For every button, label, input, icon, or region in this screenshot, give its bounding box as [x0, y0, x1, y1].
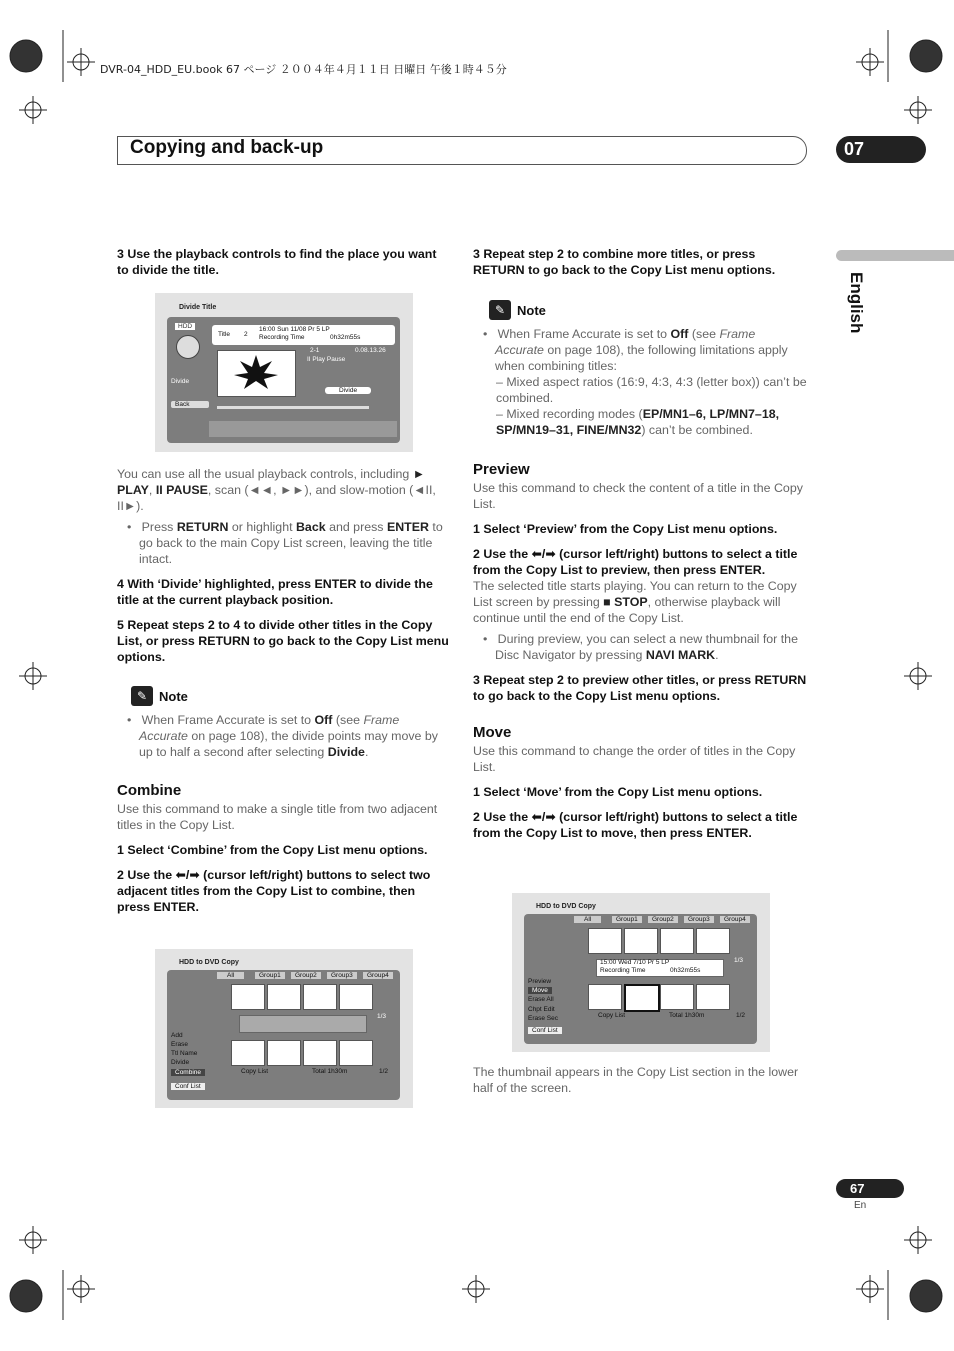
back-button[interactable]: Back	[171, 401, 209, 408]
leaf-icon	[218, 351, 295, 396]
note-pencil-icon: ✎	[131, 686, 153, 706]
menu-preview[interactable]: Preview	[528, 978, 552, 985]
page-title: Copying and back-up	[130, 137, 324, 158]
note-combine-limitations: • When Frame Accurate is set to Off (see Frame Accurate on page 108), the following limitations apply when combining titles:	[483, 327, 788, 373]
tab-group1[interactable]: Group1	[255, 972, 285, 979]
menu-add[interactable]: Add	[171, 1032, 183, 1039]
menu-erase-all[interactable]: Erase All	[528, 996, 554, 1003]
return-bullet: • Press RETURN or highlight Back and press ENTER to go back to the main Copy List screen, leaving the title intact.	[127, 520, 443, 566]
progress-track	[217, 406, 369, 409]
recording-time-label: Recording Time	[600, 967, 646, 974]
dvd-thumb-2	[624, 984, 660, 1012]
tab-group2[interactable]: Group2	[291, 972, 321, 979]
chapter-position: 2-1	[310, 347, 320, 354]
move-description: Use this command to change the order of titles in the Copy List.	[473, 744, 796, 774]
dvd-thumb-3	[303, 1040, 337, 1066]
hdd-page-indicator: 1/3	[377, 1013, 387, 1020]
tab-group4[interactable]: Group4	[720, 916, 750, 923]
dvd-thumb-4	[696, 984, 730, 1010]
menu-combine[interactable]: Combine	[171, 1069, 205, 1076]
hdd-thumb-4	[339, 984, 373, 1010]
play-state: II Play Pause	[307, 356, 346, 363]
dvd-thumb-1	[231, 1040, 265, 1066]
page-number: 67	[836, 1179, 904, 1198]
playback-controls-text: You can use all the usual playback controls, including ► PLAY, II PAUSE, scan (◄◄, ►►), and slow-motion (◄II, II►).	[117, 467, 436, 513]
note-recording-modes: – Mixed recording modes (EP/MN1–6, LP/MN7–18, SP/MN19–31, FINE/MN32) can’t be combined.	[496, 407, 780, 437]
divide-title-screen	[155, 293, 413, 452]
copy-list-total: Total 1h30m	[312, 1068, 348, 1075]
move-step-1: 1 Select ‘Move’ from the Copy List menu options.	[473, 785, 763, 799]
preview-step-2: 2 Use the ⬅/➡ (cursor left/right) buttons to select a title from the Copy List to preview, then press ENTER.	[473, 547, 798, 577]
tab-group4[interactable]: Group4	[363, 972, 393, 979]
dvd-page-indicator: 1/2	[736, 1012, 746, 1019]
tab-group3[interactable]: Group3	[684, 916, 714, 923]
copy-list-total: Total 1h30m	[669, 1012, 705, 1019]
dvd-page-indicator: 1/2	[379, 1068, 389, 1075]
screen-title: HDD to DVD Copy	[179, 959, 239, 966]
screen-title: Divide Title	[179, 304, 217, 311]
menu-divide[interactable]: Divide	[171, 1059, 190, 1066]
move-step-2: 2 Use the ⬅/➡ (cursor left/right) buttons to select a title from the Copy List to move, then press ENTER.	[473, 810, 798, 840]
page-language: En	[854, 1200, 867, 1211]
hdd-thumb-2	[267, 984, 301, 1010]
move-copy-screen	[512, 893, 770, 1052]
chapter-number: 07	[836, 136, 926, 163]
divide-menu-label: Divide	[171, 378, 190, 385]
menu-erase-section[interactable]: Erase Sec	[528, 1015, 558, 1022]
tab-all[interactable]: All	[217, 972, 244, 979]
tab-group1[interactable]: Group1	[612, 916, 642, 923]
preview-playback-text: The selected title starts playing. You can return to the Copy List screen by pressing ■ STOP, otherwise playback will continue until the end of the Copy List.	[473, 579, 797, 625]
combine-description: Use this command to make a single title from two adjacent titles in the Copy List.	[117, 802, 438, 832]
conf-list-button[interactable]: Conf List	[528, 1027, 562, 1034]
title-number: 2	[244, 331, 248, 338]
leaf-thumbnail	[217, 350, 296, 397]
recording-time-value: 0h32m55s	[330, 334, 361, 341]
language-tab	[836, 250, 954, 261]
recording-time-label: Recording Time	[259, 334, 305, 341]
combine-step-1: 1 Select ‘Combine’ from the Copy List menu options.	[117, 843, 428, 857]
divide-button[interactable]: Divide	[325, 387, 371, 394]
book-filename-line: DVR-04_HDD_EU.book 67 ページ ２００４年４月１１日 日曜日 午後１時４５分	[100, 63, 507, 76]
hdd-thumb-1	[231, 984, 265, 1010]
copy-list-label: Copy List	[598, 1012, 626, 1019]
hdd-thumb-2	[624, 928, 658, 954]
note-aspect-ratio: – Mixed aspect ratios (16:9, 4:3, 4:3 (letter box)) can’t be combined.	[496, 375, 807, 405]
preview-description: Use this command to check the content of a title in the Copy List.	[473, 481, 803, 511]
move-heading: Move	[473, 724, 512, 741]
language-label: English	[847, 272, 866, 334]
title-label: Title	[218, 331, 231, 338]
timecode: 0.08.13.26	[355, 347, 386, 354]
dvd-thumb-4	[339, 1040, 373, 1066]
combine-step-2: 2 Use the ⬅/➡ (cursor left/right) buttons to select two adjacent titles from the Copy List to combine, then press ENTER.	[117, 868, 431, 914]
tab-all[interactable]: All	[574, 916, 601, 923]
dvd-thumb-2	[267, 1040, 301, 1066]
step-3-divide: 3 Use the playback controls to find the place you want to divide the title.	[117, 247, 437, 277]
dvd-thumb-3	[660, 984, 694, 1010]
screen-title: HDD to DVD Copy	[536, 903, 596, 910]
hdd-thumb-3	[660, 928, 694, 954]
step-4-divide: 4 With ‘Divide’ highlighted, press ENTER to divide the title at the current playback position.	[117, 577, 433, 607]
recording-time-value: 0h32m55s	[670, 967, 701, 974]
menu-erase[interactable]: Erase	[171, 1041, 188, 1048]
note-frame-accurate: • When Frame Accurate is set to Off (see Frame Accurate on page 108), the divide points may move by up to half a second after selecting Divide.	[127, 713, 438, 759]
disc-icon	[176, 335, 200, 359]
dvd-thumb-1	[588, 984, 622, 1010]
note-heading-right: ✎ Note	[489, 300, 546, 320]
preview-step-1: 1 Select ‘Preview’ from the Copy List menu options.	[473, 522, 778, 536]
recording-info: 16:00 Sun 11/08 Pr 5 LP	[259, 326, 330, 333]
note-heading: ✎ Note	[131, 686, 188, 706]
left-column	[117, 246, 451, 278]
hdd-page-indicator: 1/3	[734, 957, 744, 964]
tab-group2[interactable]: Group2	[648, 916, 678, 923]
recording-info: 15:00 Wed 7/10 Pr 5 LP	[600, 959, 670, 966]
combine-step-3: 3 Repeat step 2 to combine more titles, or press RETURN to go back to the Copy List menu options.	[473, 247, 776, 277]
thumbnail-caption: The thumbnail appears in the Copy List section in the lower half of the screen.	[473, 1065, 799, 1095]
hdd-thumb-4	[696, 928, 730, 954]
preview-heading: Preview	[473, 461, 530, 478]
copy-list-label: Copy List	[241, 1068, 269, 1075]
tab-group3[interactable]: Group3	[327, 972, 357, 979]
hdd-badge: HDD	[175, 323, 195, 330]
combine-copy-screen	[155, 949, 413, 1108]
conf-list-button[interactable]: Conf List	[171, 1083, 205, 1090]
combine-heading: Combine	[117, 782, 182, 799]
menu-title-name[interactable]: Ttl Name	[171, 1050, 198, 1057]
note-pencil-icon: ✎	[489, 300, 511, 320]
hdd-thumb-3	[303, 984, 337, 1010]
menu-chapter-edit[interactable]: Chpt Edit	[528, 1006, 555, 1013]
menu-move[interactable]: Move	[528, 987, 552, 994]
preview-step-3: 3 Repeat step 2 to preview other titles, or press RETURN to go back to the Copy List menu options.	[473, 673, 807, 703]
step-5-divide: 5 Repeat steps 2 to 4 to divide other titles in the Copy List, or press RETURN to go back to the Copy List menu options.	[117, 618, 449, 664]
preview-bullet: • During preview, you can select a new thumbnail for the Disc Navigator by pressing NAVI MARK.	[483, 632, 798, 662]
hdd-thumb-1	[588, 928, 622, 954]
